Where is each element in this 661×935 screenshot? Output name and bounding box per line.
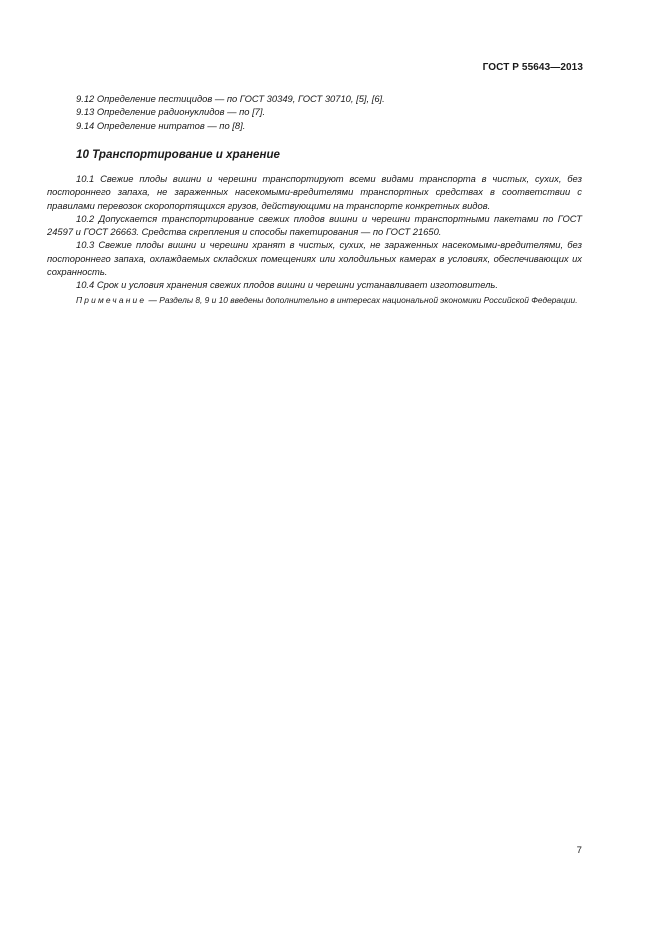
method-item-9-13: 9.13 Определение радионуклидов — по [7]. [76,106,266,118]
note [47,294,582,306]
paragraph-10-4: 10.4 Срок и условия хранения свежих плодов вишни и черешни устанавливает изготовитель. [76,279,498,291]
paragraph-10-1: 10.1 Свежие плоды вишни и черешни транспортируют всеми видами транспорта в чистых, сухих, без постороннего запаха, не зараженных насекомыми-вредителями транспортных средствах в соответствии с правилами перевозок скоропортящихся грузов, действующими на транспорте конкретных видов. [47,173,582,211]
method-item-9-14: 9.14 Определение нитратов — по [8]. [76,119,246,131]
page-number: 7 [576,845,582,856]
paragraph-10-2: 10.2 Допускается транспортирование свежих плодов вишни и черешни транспортными пакетами по ГОСТ 24597 и ГОСТ 26663. Средства скрепления и способы пакетирования — по ГОСТ 21650. [47,212,582,238]
note-label: Примечание [76,294,147,305]
paragraph-10-3: 10.3 Свежие плоды вишни и черешни хранят в чистых, сухих, не зараженных насекомыми-вредителями, без постороннего запаха, охлаждаемых складских помещениях или холодильных камерах в условиях, обеспечивающих их сохранность. [47,239,582,278]
document-header: ГОСТ Р 55643—2013 [482,62,583,73]
method-item-9-12: 9.12 Определение пестицидов — по ГОСТ 30349, ГОСТ 30710, [5], [6]. [76,93,385,104]
section-body [47,172,582,306]
methods-list [47,92,582,132]
section-title: 10 Транспортирование и хранение [76,148,281,161]
note-text: — Разделы 8, 9 и 10 введены дополнительно в интересах национальной экономики Российской Федерации. [146,294,578,305]
